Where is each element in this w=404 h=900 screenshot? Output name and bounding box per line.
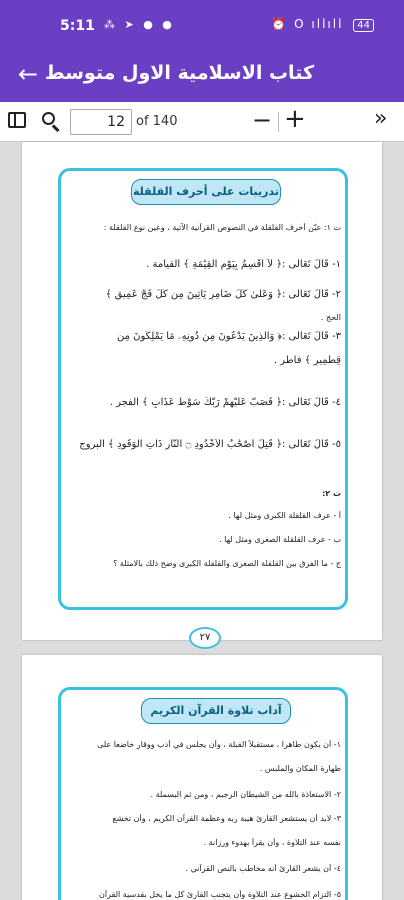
app-bar (0, 48, 404, 102)
verse-2: ٢- قَالَ تَعَالَى :﴿ وَعَلَىٰ كُلِّ ضَامِرٍ يَأْتِينَ مِن كُلِّ فَجٍّ عَمِيقٍ ﴾ (105, 289, 341, 300)
notification-icons: ⁂ ➤ ● ● (104, 18, 175, 31)
app-title: كتاب الاسلامية الاول متوسط (44, 62, 314, 84)
page-number-badge: ٢٧ (189, 627, 221, 649)
status-bar (0, 0, 404, 48)
page-frame (58, 687, 348, 900)
battery-icon: 44 (353, 19, 374, 32)
etiquette-1: ١- أن يكون طاهراً ، مستقبلاً القبلة ، وأن يجلس في أدب ووقار خاضعاً على (97, 740, 341, 749)
page-frame (58, 168, 348, 643)
etiquette-2: ٢- الاستعاذة بالله من الشيطان الرجيم ، ومن ثم البسملة . (150, 790, 341, 799)
zoom-in-button[interactable]: + (284, 104, 306, 134)
page-count-label: of 140 (136, 114, 178, 129)
verse-2-source: الحج . (320, 313, 341, 322)
etiquette-4: ٤- أن يشعر القارئ أنه مخاطب بالنص القرآني . (185, 864, 341, 873)
etiquette-3-cont: نفسه عند التلاوة ، وأن يقرأ بهدوء ورزانة . (203, 838, 341, 847)
search-icon[interactable] (40, 110, 64, 134)
etiquette-5: ٥- التزام الخشوع عند التلاوة وأن يتجنب القارئ كل ما يخل بقدسية القرآن (99, 890, 341, 899)
signal-icons: ⏰ O ıllıll (271, 17, 344, 31)
section-title: آداب تلاوة القرآن الكريم (141, 698, 291, 724)
status-time: 5:11 (60, 18, 95, 34)
toolbar-divider (278, 112, 279, 132)
more-tools-icon[interactable]: » (374, 106, 388, 131)
verse-1: ١- قَالَ تَعَالَى :﴿ لَآ أُقْسِمُ بِيَوْمِ الْقِيَٰمَةِ ﴾ القيامة . (146, 259, 341, 270)
exercise-2-a: أ - عرف القلقلة الكبرى ومثل لها . (228, 511, 341, 520)
verse-3: ٣- قَالَ تَعَالَى :﴿ وَالَّذِينَ يَدْعُونَ مِن دُونِهِۦ مَا يَمْلِكُونَ مِن (117, 331, 341, 342)
system-status-icons (271, 17, 374, 32)
arrow-back-icon[interactable]: ← (18, 60, 39, 88)
section-title: تدريبات على أحرف القلقلة (131, 179, 281, 205)
exercise-2-c: ج - ما الفرق بين القلقلة الصغرى والقلقلة الكبرى وضح ذلك بالامثلة ؟ (113, 559, 341, 568)
verse-4: ٤- قَالَ تَعَالَى :﴿ فَصَبَّ عَلَيْهِمْ رَبُّكَ سَوْطَ عَذَابٍ ﴾ الفجر . (109, 397, 341, 408)
etiquette-1-cont: طهارة المكان والملبس . (259, 764, 341, 773)
page-number-input[interactable] (70, 109, 132, 135)
exercise-1-question: ت ١: عيّن أحرف القلقلة في النصوص القرآنية الآتية ، وعين نوع القلقلة : (103, 223, 341, 232)
verse-5: ٥- قَالَ تَعَالَى :﴿ قُتِلَ أَصْحَٰبُ الْأُخْدُودِ ۝ النَّارِ ذَاتِ الْوَقُودِ ﴾ البروج (79, 439, 341, 450)
pdf-page-28 (22, 655, 382, 900)
sidebar-toggle-icon[interactable] (8, 112, 26, 128)
exercise-2-question: ت ٢: (322, 489, 341, 498)
exercise-2-b: ب - عرف القلقلة الصغرى ومثل لها . (219, 535, 341, 544)
etiquette-3: ٣- لابد أن يستشعر القارئ هيبة ربه وعظمة القرآن الكريم ، وأن تخشع (112, 814, 341, 823)
verse-3-cont: قِطْمِيرٍ ﴾ فاطر . (273, 355, 341, 366)
pdf-page-27 (22, 142, 382, 643)
pdf-toolbar (0, 102, 404, 142)
zoom-out-button[interactable]: − (252, 106, 273, 134)
